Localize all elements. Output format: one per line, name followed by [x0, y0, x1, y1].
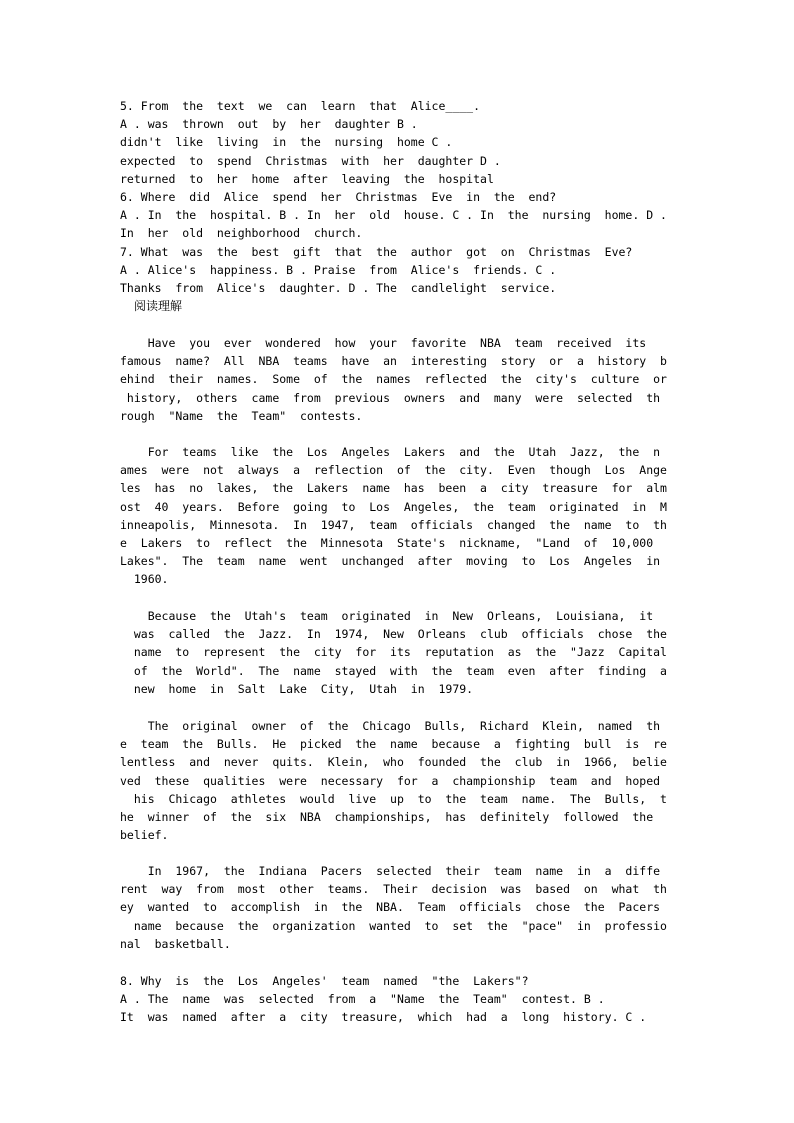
question-line: A . The name was selected from a "Name the Team" contest. B . [120, 992, 605, 1007]
question-line: didn't like living in the nursing home C . [120, 135, 453, 150]
paragraph-line: Lakes". The team name went unchanged after moving to Los Angeles in [120, 554, 661, 569]
question-line: A . In the hospital. B . In her old house. C . In the nursing home. D . [120, 208, 667, 223]
paragraph-line: ved these qualities were necessary for a championship team and hoped [120, 773, 661, 788]
question-line: It was named after a city treasure, which had a long history. C . [120, 1010, 647, 1025]
question-line: 5. From the text we can learn that Alice____. [120, 99, 481, 113]
questions-5-to-7 [120, 97, 676, 297]
question-line: 8. Why is the Los Angeles' team named "the Lakers"? [120, 974, 529, 988]
paragraph-line: In 1967, the Indiana Pacers selected their team name in a diffe [120, 864, 661, 878]
paragraph-line: ey wanted to accomplish in the NBA. Team officials chose the Pacers [120, 900, 661, 915]
paragraph-line: ehind their names. Some of the names reflected the city's culture or [120, 372, 667, 387]
paragraph-line: name to represent the city for its reputation as the "Jazz Capital [120, 645, 667, 660]
question-line: expected to spend Christmas with her daughter D . [120, 153, 501, 168]
paragraph-line: rent way from most other teams. Their decision was based on what th [120, 882, 667, 897]
paragraph-line: lentless and never quits. Klein, who founded the club in 1966, belie [120, 755, 667, 770]
question-line: A . was thrown out by her daughter B . [120, 117, 418, 132]
paragraph-line: inneapolis, Minnesota. In 1947, team officials changed the name to th [120, 517, 667, 532]
paragraph-line: ames were not always a reflection of the city. Even though Los Ange [120, 463, 667, 478]
paragraph-line: his Chicago athletes would live up to the team name. The Bulls, t [120, 791, 667, 806]
paragraph-line: nal basketball. [120, 936, 231, 951]
paragraph-line: belief. [120, 828, 169, 843]
paragraph-line: of the World". The name stayed with the team even after finding a [120, 663, 667, 678]
paragraph-line: ost 40 years. Before going to Los Angeles, the team originated in M [120, 499, 667, 514]
question-8 [120, 972, 676, 1027]
paragraph-line: e Lakers to reflect the Minnesota State's nickname, "Land of 10,000 [120, 536, 654, 551]
paragraph-line: The original owner of the Chicago Bulls, Richard Klein, named th [120, 719, 661, 733]
paragraph-line: rough "Name the Team" contests. [120, 408, 363, 423]
paragraph-line: he winner of the six NBA championships, has definitely followed the [120, 810, 654, 825]
paragraph-line: Have you ever wondered how your favorite NBA team received its [120, 336, 647, 350]
paragraph-line: For teams like the Los Angeles Lakers and the Utah Jazz, the n [120, 445, 661, 459]
paragraph-line: les has no lakes, the Lakers name has been a city treasure for alm [120, 481, 667, 496]
paragraph-1 [120, 334, 676, 425]
question-line: In her old neighborhood church. [120, 226, 363, 241]
section-heading: 阅读理解 [134, 299, 183, 313]
question-line: A . Alice's happiness. B . Praise from Alice's friends. C . [120, 262, 557, 277]
paragraph-5 [120, 862, 676, 953]
paragraph-line: new home in Salt Lake City, Utah in 1979. [120, 681, 474, 696]
paragraph-line: e team the Bulls. He picked the name because a fighting bull is re [120, 737, 667, 752]
paragraph-line: 1960. [120, 572, 169, 587]
question-line: 7. What was the best gift that the author got on Christmas Eve? [120, 244, 633, 259]
paragraph-line: famous name? All NBA teams have an interesting story or a history b [120, 354, 667, 369]
question-line: returned to her home after leaving the hospital [120, 171, 494, 186]
paragraph-line: name because the organization wanted to set the "pace" in professio [120, 918, 667, 933]
question-line: 6. Where did Alice spend her Christmas Eve in the end? [120, 190, 557, 205]
paragraph-line: history, others came from previous owners and many were selected th [120, 390, 661, 405]
paragraph-line: Because the Utah's team originated in New Orleans, Louisiana, it [120, 609, 654, 623]
question-line: Thanks from Alice's daughter. D . The candlelight service. [120, 281, 557, 296]
paragraph-line: was called the Jazz. In 1974, New Orleans club officials chose the [120, 627, 667, 642]
paragraph-4 [120, 717, 676, 844]
paragraph-2 [120, 443, 676, 589]
paragraph-3 [120, 607, 676, 698]
